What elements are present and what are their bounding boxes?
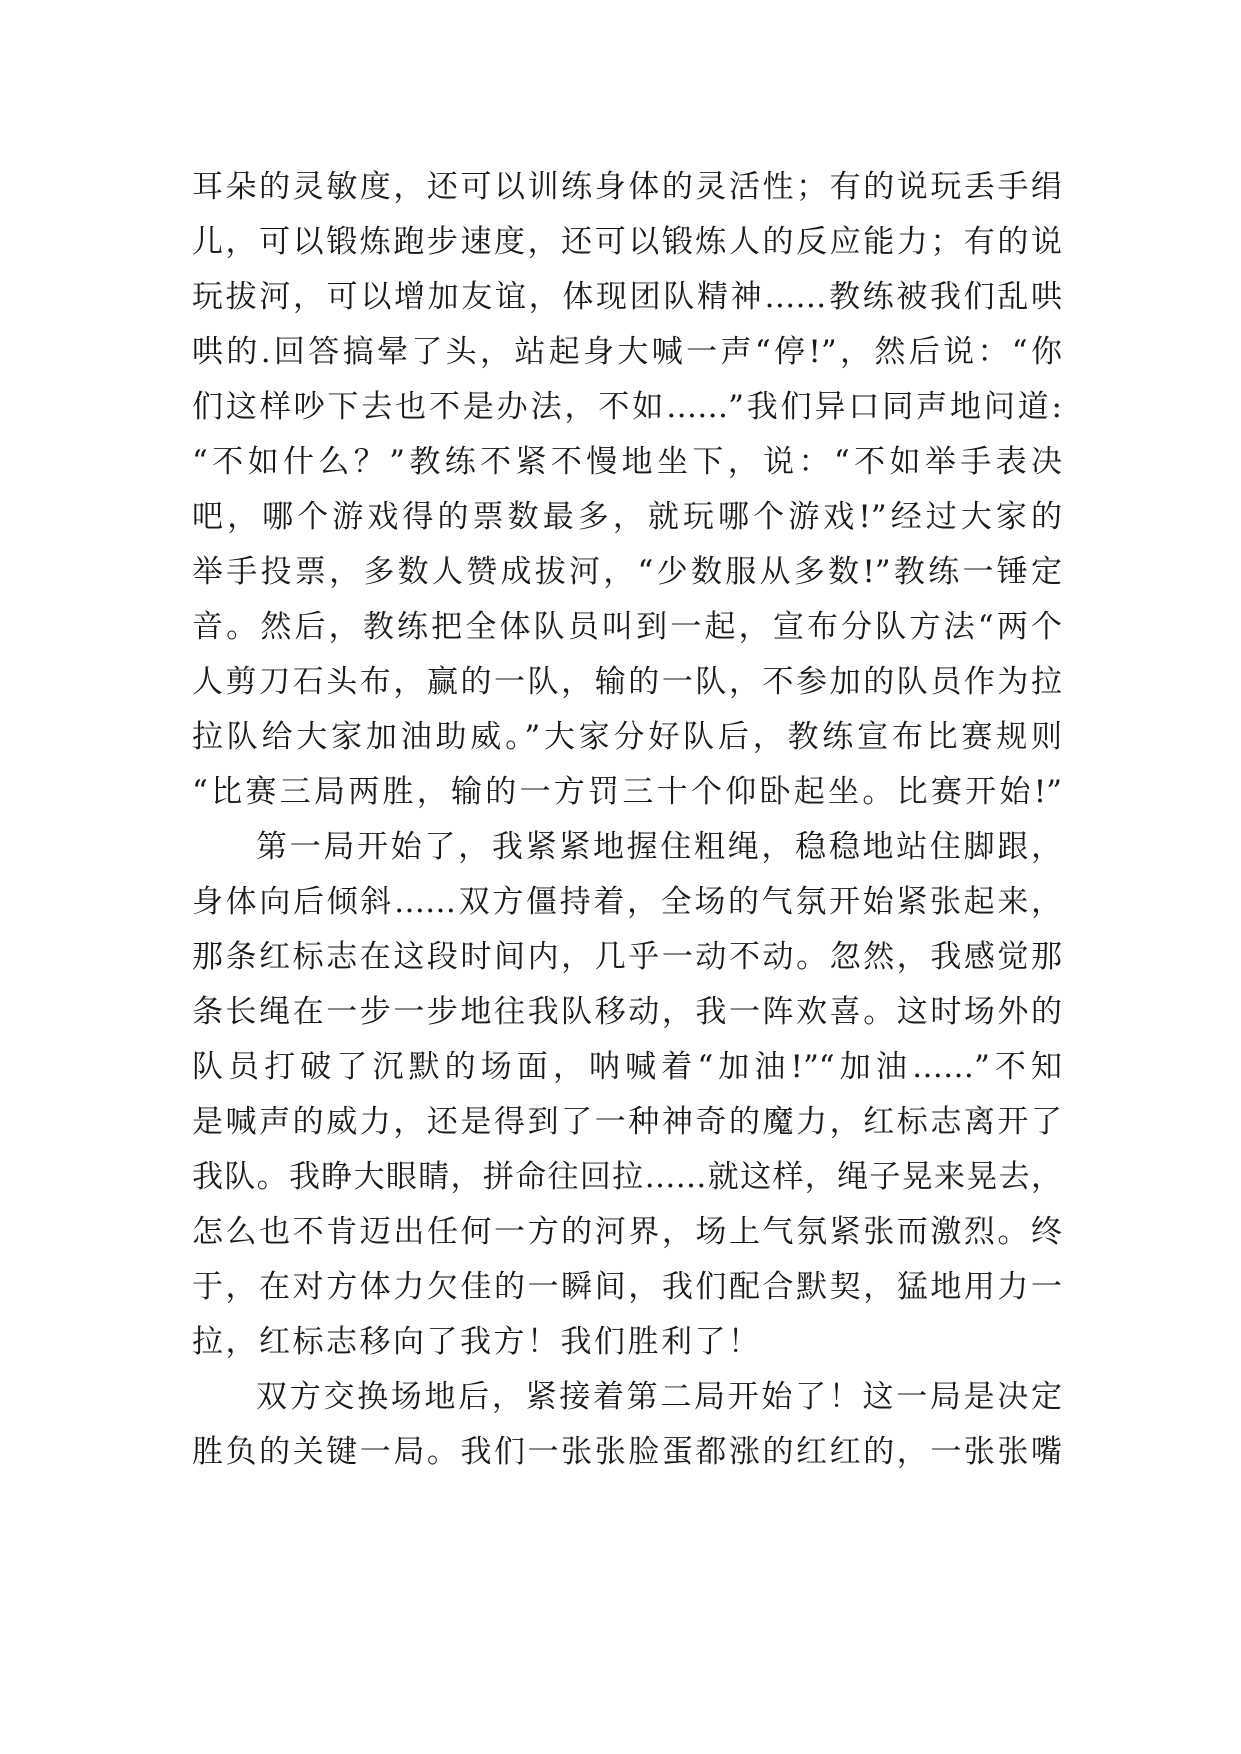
text-line: 条长绳在一步一步地往我队移动，我一阵欢喜。这时场外的	[192, 994, 1062, 1030]
text-line: 们这样吵下去也不是办法，不如……”我们异口同声地问道:	[192, 389, 1062, 425]
text-line: 拉，红标志移向了我方！我们胜利了！	[192, 1324, 762, 1360]
text-line: 队员打破了沉默的场面，呐喊着“加油!”“加油……”不知	[192, 1049, 1062, 1085]
text-line: 第一局开始了，我紧紧地握住粗绳，稳稳地站住脚跟，	[256, 829, 1062, 865]
text-line: 双方交换场地后，紧接着第二局开始了！这一局是决定	[256, 1379, 1062, 1415]
text-line: 是喊声的威力，还是得到了一种神奇的魔力，红标志离开了	[192, 1104, 1062, 1140]
text-line: 我队。我睁大眼睛，拼命往回拉……就这样，绳子晃来晃去，	[192, 1159, 1062, 1195]
text-line: 哄的.回答搞晕了头，站起身大喊一声“停!”，然后说：“你	[192, 334, 1062, 370]
text-line: 儿，可以锻炼跑步速度，还可以锻炼人的反应能力；有的说	[192, 224, 1062, 260]
text-line: 胜负的关键一局。我们一张张脸蛋都涨的红红的，一张张嘴	[192, 1434, 1062, 1470]
text-line: 耳朵的灵敏度，还可以训练身体的灵活性；有的说玩丢手绢	[192, 169, 1062, 205]
text-line: 那条红标志在这段时间内，几乎一动不动。忽然，我感觉那	[192, 939, 1062, 975]
text-line: 拉队给大家加油助威。”大家分好队后，教练宣布比赛规则	[192, 719, 1062, 755]
text-line: 玩拔河，可以增加友谊，体现团队精神……教练被我们乱哄	[192, 279, 1062, 315]
text-line: 身体向后倾斜……双方僵持着，全场的气氛开始紧张起来，	[192, 884, 1062, 920]
text-line: 音。然后，教练把全体队员叫到一起，宣布分队方法“两个	[192, 609, 1062, 645]
text-line: “比赛三局两胜，输的一方罚三十个仰卧起坐。比赛开始!”	[192, 774, 1062, 810]
text-line: 于，在对方体力欠佳的一瞬间，我们配合默契，猛地用力一	[192, 1269, 1062, 1305]
document-body	[192, 160, 1062, 1480]
text-line: 人剪刀石头布，赢的一队，输的一队，不参加的队员作为拉	[192, 664, 1062, 700]
text-line: 怎么也不肯迈出任何一方的河界，场上气氛紧张而激烈。终	[192, 1214, 1062, 1250]
text-line: 举手投票，多数人赞成拔河，“少数服从多数!”教练一锤定	[192, 554, 1062, 590]
text-line: “不如什么？”教练不紧不慢地坐下，说：“不如举手表决	[192, 444, 1062, 480]
text-line: 吧，哪个游戏得的票数最多，就玩哪个游戏!”经过大家的	[192, 499, 1062, 535]
